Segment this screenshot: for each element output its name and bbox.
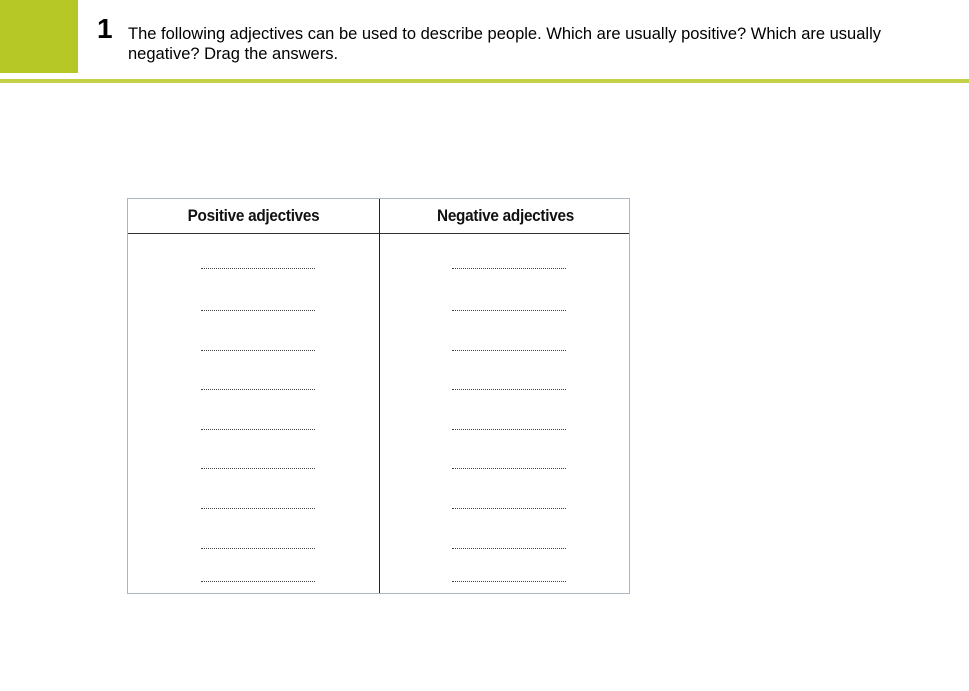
- positive-answer-slot[interactable]: [201, 508, 315, 509]
- positive-answer-slot[interactable]: [201, 389, 315, 390]
- column-divider: [379, 199, 380, 593]
- negative-answer-slot[interactable]: [452, 468, 566, 469]
- negative-answer-slot[interactable]: [452, 268, 566, 269]
- positive-answer-slot[interactable]: [201, 310, 315, 311]
- positive-answer-slot[interactable]: [201, 581, 315, 582]
- positive-answer-slot[interactable]: [201, 350, 315, 351]
- negative-answer-slot[interactable]: [452, 310, 566, 311]
- positive-answer-slot[interactable]: [201, 548, 315, 549]
- instruction-text: The following adjectives can be used to describe people. Which are usually positive? Which are usually negative? Drag the answers.: [128, 25, 881, 63]
- negative-answer-slot[interactable]: [452, 350, 566, 351]
- accent-block: [0, 0, 78, 73]
- negative-answer-slot[interactable]: [452, 389, 566, 390]
- positive-column-header: Positive adjectives: [187, 206, 320, 225]
- question-number: 1: [97, 13, 113, 44]
- negative-answer-slot[interactable]: [452, 508, 566, 509]
- header-rule: [0, 79, 969, 83]
- positive-answer-slot[interactable]: [201, 268, 315, 269]
- negative-answer-slot[interactable]: [452, 429, 566, 430]
- positive-answer-slot[interactable]: [201, 429, 315, 430]
- negative-answer-slot[interactable]: [452, 548, 566, 549]
- positive-answer-slot[interactable]: [201, 468, 315, 469]
- adjectives-table: [127, 198, 630, 594]
- negative-answer-slot[interactable]: [452, 581, 566, 582]
- negative-column-header: Negative adjectives: [437, 206, 574, 225]
